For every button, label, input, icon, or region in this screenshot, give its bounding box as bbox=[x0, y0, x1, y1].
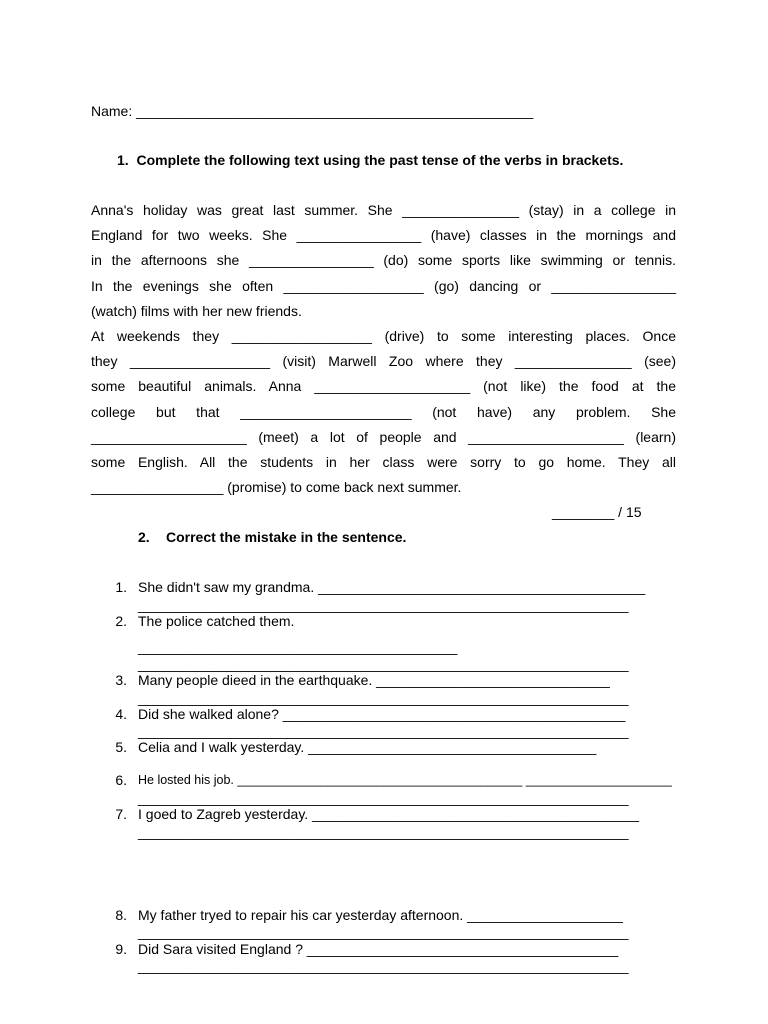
paragraph-line: In the evenings she often __________________ (go) dancing or ________________ bbox=[91, 277, 676, 294]
answer-line: _______________________________________________________________ bbox=[138, 824, 629, 840]
paragraph-line: England for two weeks. She ________________ (have) classes in the mornings and bbox=[91, 227, 676, 244]
item-number: 8. bbox=[115, 907, 127, 923]
paragraph-line: Anna's holiday was great last summer. She _______________ (stay) in a college in bbox=[91, 202, 676, 218]
answer-line: _______________________________________________________________ bbox=[138, 790, 629, 806]
answer-line: _______________________________________________________________ bbox=[138, 723, 629, 739]
item-number: 3. bbox=[115, 672, 127, 688]
answer-line: _______________________________________________________________ bbox=[138, 597, 629, 613]
section1-paragraph bbox=[91, 198, 676, 500]
answer-line: _______________________________________________________________ bbox=[138, 958, 629, 974]
item-number: 2. bbox=[115, 613, 127, 629]
paragraph-line: in the afternoons she ________________ (do) some sports like swimming or tennis. bbox=[91, 252, 676, 269]
section2-heading-number: 2. bbox=[138, 529, 150, 545]
item-number: 5. bbox=[115, 739, 127, 755]
item-sentence: He losted his job. _________________________________________ _____________________ bbox=[138, 773, 672, 787]
section1-heading: 1. Complete the following text using the past tense of the verbs in brackets. bbox=[117, 152, 624, 168]
item-sentence: I goed to Zagreb yesterday. __________________________________________ bbox=[138, 806, 640, 822]
item-sentence: Did Sara visited England ? ________________________________________ bbox=[138, 941, 619, 957]
paragraph-line: some beautiful animals. Anna ____________________ (not like) the food at the bbox=[91, 378, 676, 395]
item-sentence: Did she walked alone? ____________________________________________ bbox=[138, 706, 626, 722]
item-number: 9. bbox=[115, 941, 127, 957]
item-sentence: My father tryed to repair his car yesterday afternoon. ____________________ bbox=[138, 907, 623, 923]
answer-line: _______________________________________________________________ bbox=[138, 656, 629, 672]
item-sentence: She didn't saw my grandma. __________________________________________ bbox=[138, 579, 646, 595]
item-number: 1. bbox=[115, 579, 127, 595]
answer-line: _________________________________________ bbox=[138, 639, 458, 655]
paragraph-line: ____________________ (meet) a lot of people and ____________________ (learn) bbox=[91, 428, 676, 445]
paragraph-line: college but that ______________________ (not have) any problem. She bbox=[91, 403, 676, 420]
item-sentence: Many people dieed in the earthquake. ______________________________ bbox=[138, 672, 610, 688]
item-sentence: Celia and I walk yesterday. _____________________________________ bbox=[138, 739, 597, 755]
name-line: Name: ___________________________________________________ bbox=[91, 103, 534, 119]
item-number: 6. bbox=[115, 772, 127, 788]
item-number: 4. bbox=[115, 706, 127, 722]
score-line: ________ / 15 bbox=[552, 504, 642, 520]
paragraph-line: they __________________ (visit) Marwell Zoo where they _______________ (see) bbox=[91, 353, 676, 370]
answer-line: _______________________________________________________________ bbox=[138, 690, 629, 706]
answer-line: _______________________________________________________________ bbox=[138, 924, 629, 940]
section2-heading: Correct the mistake in the sentence. bbox=[166, 529, 407, 545]
paragraph-line: At weekends they __________________ (drive) to some interesting places. Once bbox=[91, 328, 676, 345]
item-sentence: The police catched them. bbox=[138, 613, 295, 629]
paragraph-line: some English. All the students in her class were sorry to go home. They all bbox=[91, 454, 676, 471]
paragraph-line: _________________ (promise) to come back next summer. bbox=[91, 479, 462, 496]
paragraph-line: (watch) films with her new friends. bbox=[91, 302, 302, 319]
item-number: 7. bbox=[115, 806, 127, 822]
